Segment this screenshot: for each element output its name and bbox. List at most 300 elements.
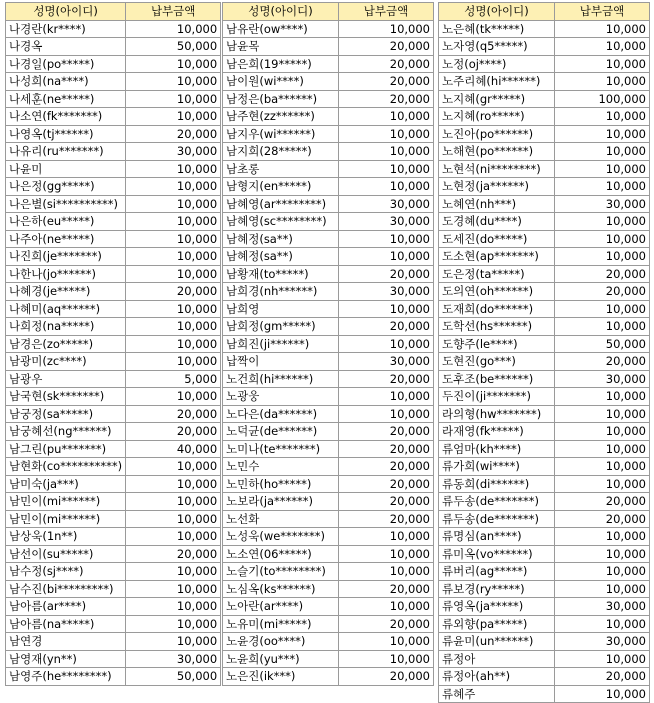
table-row bbox=[439, 73, 650, 91]
table-row bbox=[6, 160, 221, 178]
amount-cell: 10,000 bbox=[555, 108, 650, 126]
donor-name-cell: 노해현(po******) bbox=[439, 143, 555, 161]
table-row bbox=[439, 335, 650, 353]
donor-name-cell: 류버리(ag*****) bbox=[439, 563, 555, 581]
table-row bbox=[6, 493, 221, 511]
amount-cell: 10,000 bbox=[126, 510, 221, 528]
table-row bbox=[6, 178, 221, 196]
amount-cell: 10,000 bbox=[126, 615, 221, 633]
amount-cell: 10,000 bbox=[126, 633, 221, 651]
donor-name-cell: 노윤경(oo****) bbox=[223, 633, 339, 651]
table-row bbox=[223, 545, 434, 563]
table-row bbox=[6, 230, 221, 248]
donor-name-cell: 나은하(eu*****) bbox=[6, 213, 126, 231]
table-row bbox=[223, 90, 434, 108]
table-row bbox=[439, 388, 650, 406]
table-row bbox=[439, 510, 650, 528]
amount-cell: 20,000 bbox=[339, 55, 434, 73]
donor-name-cell: 노민하(ho*****) bbox=[223, 475, 339, 493]
amount-column-header: 납부금액 bbox=[555, 3, 650, 21]
table-row bbox=[439, 405, 650, 423]
table-row bbox=[223, 38, 434, 56]
table-row bbox=[6, 545, 221, 563]
donor-name-cell: 류엄마(kh****) bbox=[439, 440, 555, 458]
donor-name-cell: 남희진(ji******) bbox=[223, 335, 339, 353]
donation-table-2 bbox=[222, 2, 434, 686]
donor-name-cell: 남광우 bbox=[6, 370, 126, 388]
amount-cell: 10,000 bbox=[126, 318, 221, 336]
amount-cell: 10,000 bbox=[339, 20, 434, 38]
amount-cell: 10,000 bbox=[339, 300, 434, 318]
table-row bbox=[439, 493, 650, 511]
amount-cell: 10,000 bbox=[126, 90, 221, 108]
amount-cell: 10,000 bbox=[126, 55, 221, 73]
table-row bbox=[439, 178, 650, 196]
donor-name-cell: 남유란(ow****) bbox=[223, 20, 339, 38]
amount-cell: 10,000 bbox=[555, 38, 650, 56]
amount-cell: 30,000 bbox=[339, 353, 434, 371]
table-row bbox=[223, 248, 434, 266]
amount-cell: 10,000 bbox=[339, 405, 434, 423]
amount-cell: 10,000 bbox=[126, 388, 221, 406]
donor-name-cell: 노진아(po******) bbox=[439, 125, 555, 143]
amount-cell: 10,000 bbox=[555, 475, 650, 493]
table-row bbox=[223, 475, 434, 493]
table-row bbox=[6, 458, 221, 476]
amount-cell: 10,000 bbox=[126, 458, 221, 476]
donor-name-cell: 노현석(ni********) bbox=[439, 160, 555, 178]
amount-cell: 30,000 bbox=[126, 143, 221, 161]
donor-name-cell: 남선이(su*****) bbox=[6, 545, 126, 563]
name-column-header: 성명(아이디) bbox=[439, 3, 555, 21]
table-row bbox=[6, 283, 221, 301]
donor-name-cell: 남미숙(ja***) bbox=[6, 475, 126, 493]
donor-name-cell: 류명심(an****) bbox=[439, 528, 555, 546]
donor-name-cell: 노미나(te*******) bbox=[223, 440, 339, 458]
donor-name-cell: 남아름(ar****) bbox=[6, 598, 126, 616]
donor-name-cell: 나경옥 bbox=[6, 38, 126, 56]
table-row bbox=[223, 388, 434, 406]
donor-name-cell: 노성욱(we*******) bbox=[223, 528, 339, 546]
donor-name-cell: 노혜연(nh***) bbox=[439, 195, 555, 213]
header-row bbox=[439, 3, 650, 21]
table-row bbox=[439, 265, 650, 283]
table-row bbox=[439, 423, 650, 441]
table-row bbox=[6, 20, 221, 38]
donor-name-cell: 남윤목 bbox=[223, 38, 339, 56]
table-row bbox=[223, 615, 434, 633]
donor-name-cell: 나은정(gg*****) bbox=[6, 178, 126, 196]
amount-cell: 20,000 bbox=[339, 370, 434, 388]
amount-cell: 10,000 bbox=[126, 160, 221, 178]
table-row bbox=[6, 440, 221, 458]
table-row bbox=[439, 598, 650, 616]
donor-name-cell: 노덕균(de******) bbox=[223, 423, 339, 441]
table-row bbox=[223, 335, 434, 353]
donor-name-cell: 류두송(de*******) bbox=[439, 493, 555, 511]
table-row bbox=[439, 125, 650, 143]
table-row bbox=[6, 615, 221, 633]
amount-cell: 10,000 bbox=[126, 300, 221, 318]
table-row bbox=[439, 300, 650, 318]
donor-name-cell: 나주아(ne*****) bbox=[6, 230, 126, 248]
amount-cell: 10,000 bbox=[339, 335, 434, 353]
name-column-header: 성명(아이디) bbox=[6, 3, 126, 21]
amount-cell: 20,000 bbox=[339, 90, 434, 108]
donor-name-cell: 납짝이 bbox=[223, 353, 339, 371]
table-row bbox=[6, 510, 221, 528]
amount-cell: 10,000 bbox=[339, 528, 434, 546]
table-row bbox=[6, 668, 221, 686]
amount-cell: 10,000 bbox=[126, 230, 221, 248]
table-row bbox=[6, 300, 221, 318]
amount-cell: 20,000 bbox=[339, 318, 434, 336]
donor-name-cell: 나세훈(ne*****) bbox=[6, 90, 126, 108]
amount-cell: 20,000 bbox=[126, 125, 221, 143]
table-row bbox=[223, 650, 434, 668]
donor-name-cell: 류혜주 bbox=[439, 685, 555, 703]
amount-cell: 30,000 bbox=[555, 633, 650, 651]
donor-name-cell: 류영옥(ja*****) bbox=[439, 598, 555, 616]
donor-name-cell: 도세진(do*****) bbox=[439, 230, 555, 248]
donor-name-cell: 라재영(fk*****) bbox=[439, 423, 555, 441]
amount-cell: 10,000 bbox=[555, 55, 650, 73]
table-row bbox=[223, 510, 434, 528]
amount-cell: 10,000 bbox=[555, 178, 650, 196]
table-row bbox=[439, 633, 650, 651]
donor-name-cell: 노지혜(ro*****) bbox=[439, 108, 555, 126]
table-row bbox=[439, 685, 650, 703]
amount-cell: 20,000 bbox=[339, 475, 434, 493]
table-row bbox=[439, 563, 650, 581]
table-row bbox=[223, 318, 434, 336]
donor-name-cell: 노정(oj****) bbox=[439, 55, 555, 73]
amount-cell: 100,000 bbox=[555, 90, 650, 108]
donor-name-cell: 도의연(oh******) bbox=[439, 283, 555, 301]
amount-cell: 20,000 bbox=[126, 423, 221, 441]
amount-cell: 10,000 bbox=[555, 458, 650, 476]
table-row bbox=[6, 73, 221, 91]
table-row bbox=[223, 563, 434, 581]
table-row bbox=[223, 230, 434, 248]
donor-name-cell: 남아름(na*****) bbox=[6, 615, 126, 633]
amount-cell: 30,000 bbox=[339, 195, 434, 213]
amount-cell: 10,000 bbox=[126, 475, 221, 493]
donor-name-cell: 남지희(28*****) bbox=[223, 143, 339, 161]
amount-cell: 20,000 bbox=[339, 423, 434, 441]
table-row bbox=[223, 178, 434, 196]
donor-name-cell: 나한나(jo******) bbox=[6, 265, 126, 283]
amount-cell: 10,000 bbox=[126, 108, 221, 126]
table-row bbox=[439, 248, 650, 266]
table-row bbox=[223, 405, 434, 423]
amount-cell: 10,000 bbox=[126, 195, 221, 213]
amount-cell: 10,000 bbox=[126, 265, 221, 283]
donor-name-cell: 노심옥(ks******) bbox=[223, 580, 339, 598]
table-row bbox=[439, 38, 650, 56]
table-row bbox=[223, 213, 434, 231]
table-row bbox=[223, 160, 434, 178]
donor-name-cell: 노은진(ik***) bbox=[223, 668, 339, 686]
table-row bbox=[439, 230, 650, 248]
amount-cell: 20,000 bbox=[339, 510, 434, 528]
table-row bbox=[6, 143, 221, 161]
donor-name-cell: 나성희(na****) bbox=[6, 73, 126, 91]
donor-name-cell: 남영주(he********) bbox=[6, 668, 126, 686]
table-row bbox=[223, 633, 434, 651]
table-row bbox=[439, 90, 650, 108]
donor-name-cell: 남이원(wi****) bbox=[223, 73, 339, 91]
amount-cell: 10,000 bbox=[555, 580, 650, 598]
amount-cell: 20,000 bbox=[339, 458, 434, 476]
table-row bbox=[439, 615, 650, 633]
table-row bbox=[223, 598, 434, 616]
donor-name-cell: 류미옥(vo******) bbox=[439, 545, 555, 563]
amount-cell: 20,000 bbox=[126, 405, 221, 423]
donor-name-cell: 노지혜(gr*****) bbox=[439, 90, 555, 108]
amount-cell: 10,000 bbox=[555, 73, 650, 91]
table-row bbox=[439, 528, 650, 546]
amount-cell: 10,000 bbox=[339, 388, 434, 406]
donor-name-cell: 노민수 bbox=[223, 458, 339, 476]
table-row bbox=[6, 423, 221, 441]
donor-name-cell: 나희정(na*****) bbox=[6, 318, 126, 336]
donor-name-cell: 노자영(q5*****) bbox=[439, 38, 555, 56]
amount-cell: 10,000 bbox=[339, 598, 434, 616]
donor-name-cell: 남정은(ba******) bbox=[223, 90, 339, 108]
name-column-header: 성명(아이디) bbox=[223, 3, 339, 21]
amount-cell: 20,000 bbox=[555, 353, 650, 371]
donor-name-cell: 노건희(hi******) bbox=[223, 370, 339, 388]
table-row bbox=[439, 668, 650, 686]
donation-table-1 bbox=[5, 2, 221, 686]
amount-cell: 20,000 bbox=[339, 265, 434, 283]
donor-name-cell: 류보경(ry*****) bbox=[439, 580, 555, 598]
donor-name-cell: 류윤미(un******) bbox=[439, 633, 555, 651]
donor-name-cell: 남궁혜선(ng******) bbox=[6, 423, 126, 441]
donor-name-cell: 노아란(ar****) bbox=[223, 598, 339, 616]
donor-name-cell: 나진희(je*******) bbox=[6, 248, 126, 266]
donor-name-cell: 나영옥(tj******) bbox=[6, 125, 126, 143]
amount-cell: 10,000 bbox=[555, 125, 650, 143]
amount-cell: 10,000 bbox=[555, 230, 650, 248]
donor-name-cell: 도소현(ap*******) bbox=[439, 248, 555, 266]
donor-name-cell: 남희경(nh******) bbox=[223, 283, 339, 301]
amount-cell: 20,000 bbox=[339, 493, 434, 511]
amount-cell: 10,000 bbox=[126, 580, 221, 598]
amount-cell: 20,000 bbox=[555, 668, 650, 686]
table-row bbox=[439, 195, 650, 213]
amount-cell: 10,000 bbox=[339, 563, 434, 581]
donor-name-cell: 남혜영(ar********) bbox=[223, 195, 339, 213]
donor-name-cell: 도재희(do******) bbox=[439, 300, 555, 318]
donor-name-cell: 류가희(wi****) bbox=[439, 458, 555, 476]
donor-name-cell: 노광웅 bbox=[223, 388, 339, 406]
amount-cell: 10,000 bbox=[339, 650, 434, 668]
donor-name-cell: 남연경 bbox=[6, 633, 126, 651]
amount-cell: 10,000 bbox=[126, 213, 221, 231]
table-row bbox=[6, 370, 221, 388]
donor-name-cell: 남희정(gm*****) bbox=[223, 318, 339, 336]
amount-cell: 20,000 bbox=[339, 580, 434, 598]
donor-name-cell: 노선화 bbox=[223, 510, 339, 528]
amount-cell: 10,000 bbox=[555, 405, 650, 423]
table-row bbox=[223, 125, 434, 143]
amount-cell: 5,000 bbox=[126, 370, 221, 388]
amount-cell: 10,000 bbox=[126, 493, 221, 511]
amount-cell: 10,000 bbox=[555, 650, 650, 668]
table-row bbox=[439, 458, 650, 476]
amount-cell: 10,000 bbox=[555, 545, 650, 563]
table-row bbox=[439, 213, 650, 231]
donor-name-cell: 남혜정(sa**) bbox=[223, 230, 339, 248]
donor-name-cell: 남초롱 bbox=[223, 160, 339, 178]
table-row bbox=[439, 475, 650, 493]
amount-cell: 10,000 bbox=[555, 423, 650, 441]
amount-cell: 40,000 bbox=[126, 440, 221, 458]
table-row bbox=[439, 545, 650, 563]
amount-cell: 10,000 bbox=[555, 318, 650, 336]
table-row bbox=[439, 108, 650, 126]
donor-name-cell: 나은별(si**********) bbox=[6, 195, 126, 213]
amount-cell: 10,000 bbox=[555, 300, 650, 318]
amount-cell: 10,000 bbox=[339, 633, 434, 651]
donor-name-cell: 남그린(pu*******) bbox=[6, 440, 126, 458]
donor-name-cell: 노보라(ja******) bbox=[223, 493, 339, 511]
amount-cell: 10,000 bbox=[555, 563, 650, 581]
table-row bbox=[6, 318, 221, 336]
table-row bbox=[6, 125, 221, 143]
donor-name-cell: 남지우(wi******) bbox=[223, 125, 339, 143]
amount-cell: 10,000 bbox=[339, 108, 434, 126]
amount-cell: 10,000 bbox=[126, 353, 221, 371]
amount-cell: 20,000 bbox=[339, 73, 434, 91]
table-row bbox=[439, 353, 650, 371]
amount-cell: 30,000 bbox=[555, 195, 650, 213]
donor-name-cell: 남희영 bbox=[223, 300, 339, 318]
donor-name-cell: 남수정(sj****) bbox=[6, 563, 126, 581]
table-row bbox=[439, 20, 650, 38]
donor-name-cell: 남혜영(sc********) bbox=[223, 213, 339, 231]
amount-cell: 20,000 bbox=[126, 545, 221, 563]
amount-cell: 10,000 bbox=[339, 248, 434, 266]
table-row bbox=[6, 213, 221, 231]
amount-cell: 10,000 bbox=[126, 335, 221, 353]
amount-cell: 30,000 bbox=[339, 213, 434, 231]
amount-cell: 20,000 bbox=[555, 493, 650, 511]
table-row bbox=[223, 300, 434, 318]
donor-name-cell: 두진이(ji*******) bbox=[439, 388, 555, 406]
table-row bbox=[6, 563, 221, 581]
amount-cell: 10,000 bbox=[339, 143, 434, 161]
amount-cell: 10,000 bbox=[126, 73, 221, 91]
table-row bbox=[223, 528, 434, 546]
amount-cell: 30,000 bbox=[555, 370, 650, 388]
donor-name-cell: 나유리(ru*******) bbox=[6, 143, 126, 161]
amount-cell: 10,000 bbox=[555, 143, 650, 161]
table-row bbox=[223, 143, 434, 161]
table-row bbox=[6, 580, 221, 598]
table-row bbox=[6, 388, 221, 406]
amount-cell: 10,000 bbox=[339, 178, 434, 196]
donor-name-cell: 남영재(yn**) bbox=[6, 650, 126, 668]
amount-cell: 10,000 bbox=[126, 598, 221, 616]
table-row bbox=[6, 650, 221, 668]
donor-name-cell: 도학선(hs******) bbox=[439, 318, 555, 336]
donor-name-cell: 남국현(sk*******) bbox=[6, 388, 126, 406]
header-row bbox=[223, 3, 434, 21]
donor-name-cell: 남황재(to*****) bbox=[223, 265, 339, 283]
donor-name-cell: 노현정(ja******) bbox=[439, 178, 555, 196]
table-row bbox=[439, 160, 650, 178]
amount-cell: 10,000 bbox=[339, 160, 434, 178]
donor-name-cell: 노다은(da******) bbox=[223, 405, 339, 423]
donor-name-cell: 남혜정(sa**) bbox=[223, 248, 339, 266]
amount-cell: 20,000 bbox=[339, 668, 434, 686]
table-row bbox=[223, 493, 434, 511]
donor-name-cell: 남형지(en*****) bbox=[223, 178, 339, 196]
donor-name-cell: 노슬기(to********) bbox=[223, 563, 339, 581]
donor-name-cell: 노은혜(tk*****) bbox=[439, 20, 555, 38]
table-row bbox=[6, 108, 221, 126]
amount-cell: 20,000 bbox=[339, 440, 434, 458]
table-row bbox=[439, 580, 650, 598]
amount-cell: 10,000 bbox=[126, 248, 221, 266]
amount-cell: 10,000 bbox=[339, 545, 434, 563]
amount-cell: 50,000 bbox=[126, 668, 221, 686]
amount-cell: 10,000 bbox=[126, 20, 221, 38]
table-row bbox=[6, 633, 221, 651]
table-row bbox=[223, 423, 434, 441]
amount-cell: 50,000 bbox=[126, 38, 221, 56]
amount-column-header: 납부금액 bbox=[126, 3, 221, 21]
table-row bbox=[439, 370, 650, 388]
table-row bbox=[439, 318, 650, 336]
table-row bbox=[6, 248, 221, 266]
table-row bbox=[6, 475, 221, 493]
donor-name-cell: 도은정(ta*****) bbox=[439, 265, 555, 283]
table-row bbox=[6, 195, 221, 213]
table-row bbox=[223, 458, 434, 476]
donor-name-cell: 노윤희(yu***) bbox=[223, 650, 339, 668]
table-row bbox=[439, 440, 650, 458]
table-row bbox=[6, 528, 221, 546]
table-row bbox=[223, 283, 434, 301]
amount-cell: 20,000 bbox=[555, 265, 650, 283]
table-row bbox=[223, 73, 434, 91]
donor-name-cell: 남상욱(1n**) bbox=[6, 528, 126, 546]
table-row bbox=[223, 195, 434, 213]
table-row bbox=[6, 405, 221, 423]
table-row bbox=[223, 370, 434, 388]
donor-name-cell: 나혜미(aq******) bbox=[6, 300, 126, 318]
table-row bbox=[223, 265, 434, 283]
amount-cell: 30,000 bbox=[126, 650, 221, 668]
table-row bbox=[6, 353, 221, 371]
donor-name-cell: 노주리혜(hi******) bbox=[439, 73, 555, 91]
donor-name-cell: 나소연(fk*******) bbox=[6, 108, 126, 126]
amount-cell: 20,000 bbox=[339, 615, 434, 633]
table-row bbox=[6, 598, 221, 616]
table-row bbox=[223, 580, 434, 598]
donation-table-3 bbox=[438, 2, 650, 703]
amount-cell: 10,000 bbox=[555, 248, 650, 266]
amount-cell: 30,000 bbox=[555, 598, 650, 616]
donor-name-cell: 류외향(pa*****) bbox=[439, 615, 555, 633]
table-row bbox=[439, 283, 650, 301]
header-row bbox=[6, 3, 221, 21]
table-row bbox=[223, 20, 434, 38]
